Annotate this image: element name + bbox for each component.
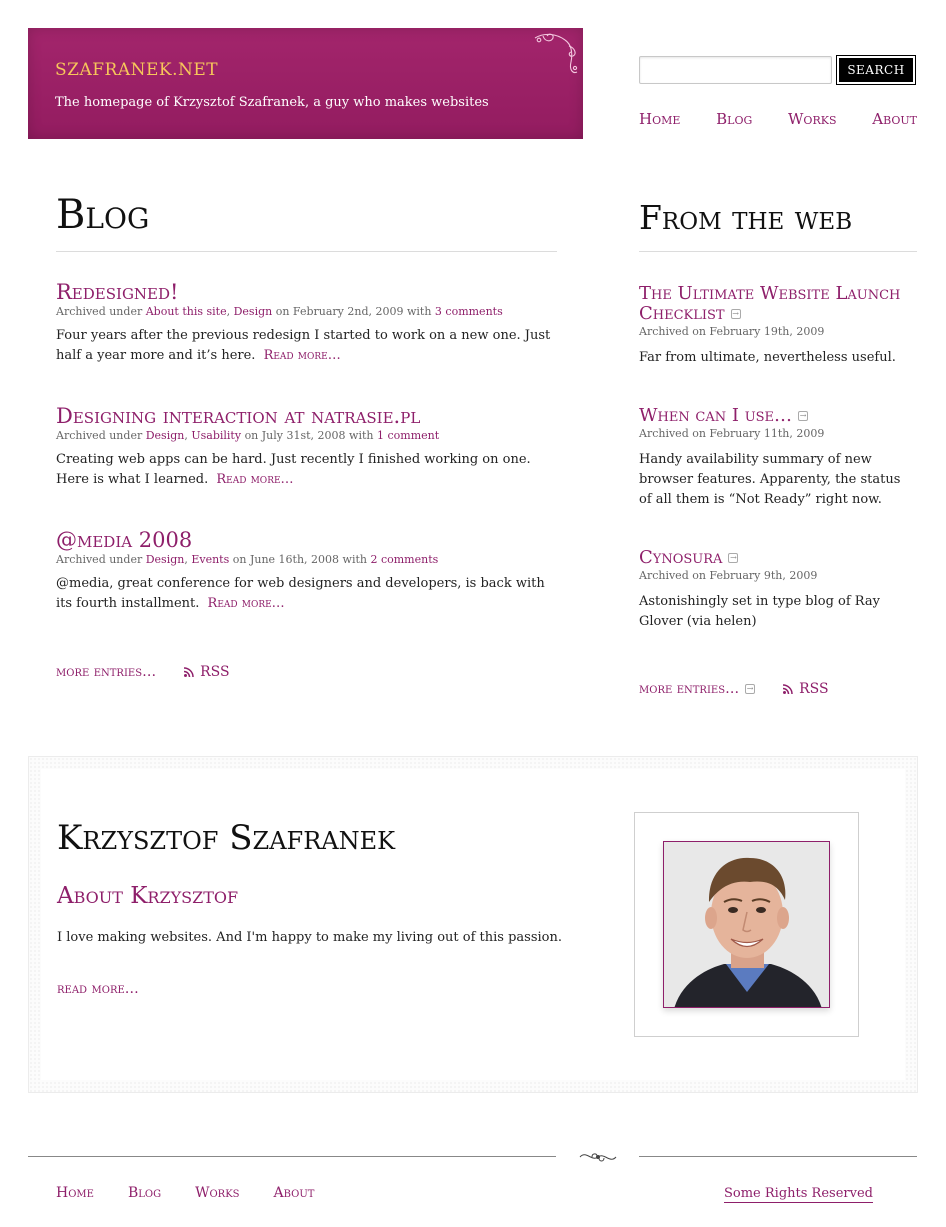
- web-link-excerpt: Far from ultimate, nevertheless useful.: [639, 350, 896, 365]
- nav-blog[interactable]: Blog: [716, 110, 753, 128]
- category-link[interactable]: Events: [191, 553, 230, 566]
- blog-post: [56, 528, 556, 614]
- post-title-link[interactable]: Designing interaction at natrasie.pl: [56, 404, 421, 428]
- footer-divider-left: [28, 1156, 556, 1157]
- post-date: on June 16th, 2008 with: [232, 553, 367, 566]
- footer-nav-works[interactable]: Works: [195, 1185, 240, 1201]
- about-read-more-link[interactable]: read more…: [57, 981, 139, 997]
- archived-label: Archived under: [56, 429, 143, 442]
- archived-label: Archived under: [56, 553, 143, 566]
- footer-divider-right: [639, 1156, 917, 1157]
- about-subheading: About Krzysztof: [57, 883, 239, 909]
- web-link-excerpt: Handy availability summary of new browser features. Apparenty, the status of all them is “Not Ready” right now.: [639, 452, 901, 507]
- web-link-item: [639, 284, 917, 368]
- category-link[interactable]: About this site: [145, 305, 227, 318]
- web-link-meta: Archived on February 9th, 2009: [639, 569, 818, 582]
- footer-nav: [56, 1185, 314, 1201]
- portrait-image: [664, 842, 830, 1008]
- category-link[interactable]: Design: [233, 305, 273, 318]
- web-rss-link[interactable]: [783, 681, 828, 697]
- external-link-icon: →: [732, 309, 739, 318]
- web-link-title[interactable]: Cynosura: [639, 547, 723, 568]
- comments-link[interactable]: 3 comments: [434, 305, 503, 318]
- post-excerpt: [56, 450, 556, 490]
- from-the-web-heading: From the web: [639, 198, 853, 237]
- archived-label: Archived under: [56, 305, 143, 318]
- nav-works[interactable]: Works: [788, 110, 837, 128]
- post-meta: Archived under About this site, Design on February 2nd, 2009 with 3 comments: [56, 305, 503, 318]
- comments-link[interactable]: 1 comment: [376, 429, 440, 442]
- search-input[interactable]: [639, 56, 832, 84]
- web-link-title[interactable]: The Ultimate Website Launch Checklist: [639, 283, 901, 324]
- more-entries-link[interactable]: more entries…: [56, 664, 157, 680]
- footer-nav-about[interactable]: About: [273, 1185, 315, 1201]
- read-more-link[interactable]: Read more…: [263, 348, 341, 363]
- rss-icon: [184, 667, 194, 677]
- post-title-link[interactable]: Redesigned!: [56, 280, 179, 304]
- post-excerpt: [56, 326, 556, 366]
- web-link-title[interactable]: When can I use…: [639, 405, 793, 426]
- post-date: on July 31st, 2008 with: [244, 429, 374, 442]
- blog-post: [56, 404, 556, 490]
- rss-icon: [783, 684, 793, 694]
- nav-about[interactable]: About: [872, 110, 917, 128]
- web-link-item: [639, 406, 917, 510]
- blog-divider: [56, 251, 557, 252]
- site-banner: [28, 28, 583, 139]
- some-rights-reserved-link[interactable]: Some Rights Reserved: [724, 1186, 873, 1201]
- about-name-heading: Krzysztof Szafranek: [57, 818, 396, 858]
- external-link-icon: →: [746, 684, 754, 693]
- rss-label: RSS: [799, 681, 829, 697]
- comments-link[interactable]: 2 comments: [370, 553, 439, 566]
- read-more-link[interactable]: Read more…: [216, 472, 294, 487]
- post-title-link[interactable]: @media 2008: [56, 528, 193, 552]
- excerpt-text: Four years after the previous redesign I started to work on a new one. Just half a year more and it’s here.: [56, 328, 551, 363]
- rss-label: RSS: [200, 664, 230, 680]
- web-link-excerpt: Astonishingly set in type blog of Ray Glover (via helen): [639, 594, 880, 629]
- site-tagline: The homepage of Krzysztof Szafranek, a guy who makes websites: [55, 95, 489, 110]
- footer-nav-home[interactable]: Home: [56, 1185, 94, 1201]
- external-link-icon: →: [730, 553, 737, 562]
- web-more-entries-link[interactable]: more entries…: [639, 681, 740, 697]
- post-meta: Archived under Design, Usability on July 31st, 2008 with 1 comment: [56, 429, 440, 442]
- external-link-icon: →: [799, 411, 807, 420]
- excerpt-text: Creating web apps can be hard. Just recently I finished working on one. Here is what I learned.: [56, 452, 531, 487]
- category-link[interactable]: Design: [145, 429, 185, 442]
- search-button[interactable]: SEARCH: [837, 56, 915, 84]
- web-footer-links: [639, 681, 829, 697]
- read-more-link[interactable]: Read more…: [207, 596, 285, 611]
- footer-flourish-icon: [578, 1148, 618, 1166]
- blog-heading: Blog: [56, 192, 150, 238]
- blog-footer-links: [56, 664, 230, 680]
- excerpt-text: @media, great conference for web designers and developers, is back with its fourth installment.: [56, 576, 545, 611]
- blog-post: [56, 280, 556, 366]
- site-name-link[interactable]: SZAFRANEK.NET: [55, 60, 219, 80]
- category-link[interactable]: Design: [145, 553, 185, 566]
- post-meta: Archived under Design, Events on June 16th, 2008 with 2 comments: [56, 553, 439, 566]
- footer-nav-blog[interactable]: Blog: [127, 1185, 162, 1201]
- post-date: on February 2nd, 2009 with: [275, 305, 432, 318]
- corner-ornament-icon: [531, 28, 581, 78]
- web-divider: [639, 251, 917, 252]
- web-link-meta: Archived on February 19th, 2009: [639, 325, 825, 338]
- category-link[interactable]: Usability: [191, 429, 242, 442]
- rss-link[interactable]: [184, 664, 229, 680]
- post-excerpt: [56, 574, 556, 614]
- main-nav: [639, 110, 917, 128]
- nav-home[interactable]: Home: [639, 110, 681, 128]
- portrait-frame: [634, 812, 859, 1037]
- web-link-item: [639, 548, 917, 632]
- about-text: I love making websites. And I'm happy to make my living out of this passion.: [57, 930, 563, 945]
- web-link-meta: Archived on February 11th, 2009: [639, 427, 825, 440]
- portrait-photo: [663, 841, 830, 1008]
